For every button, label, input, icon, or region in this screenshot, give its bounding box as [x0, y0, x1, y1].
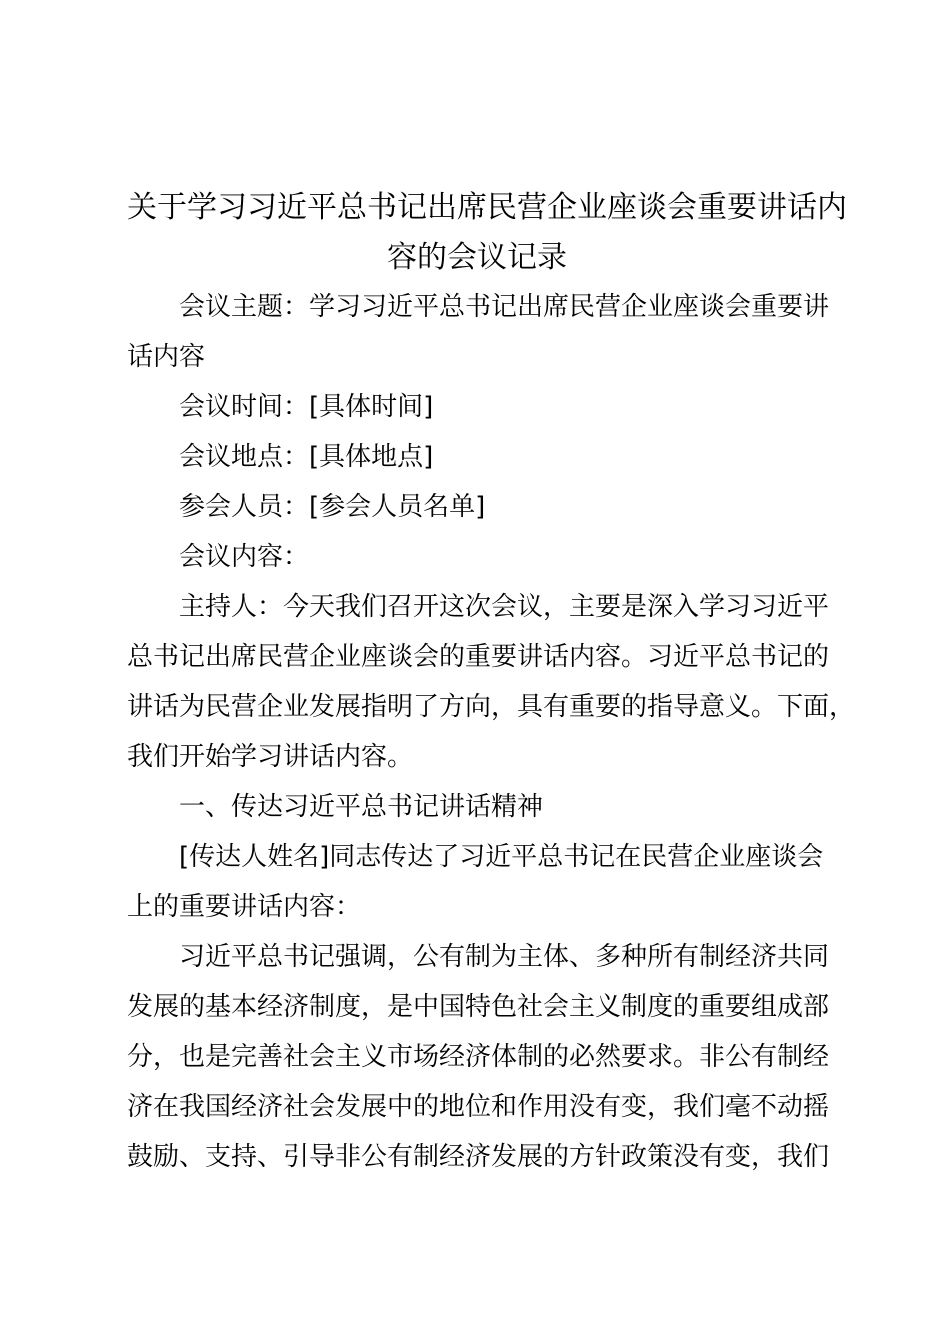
text-line: 鼓励、支持、引导非公有制经济发展的方针政策没有变，我们 [127, 1142, 830, 1172]
paragraph-relay [127, 832, 827, 932]
document-body [127, 282, 856, 1182]
text-line: 参会人员：[参会人员名单] [179, 492, 486, 522]
paragraph-meeting-topic [127, 282, 830, 382]
paragraph-host-remarks [127, 582, 856, 782]
text-line: 会议时间：[具体时间] [179, 392, 434, 422]
paragraph-attendees [127, 482, 827, 532]
text-line: 习近平总书记强调，公有制为主体、多种所有制经济共同 [179, 942, 830, 972]
text-line: 总书记出席民营企业座谈会的重要讲话内容。习近平总书记的 [127, 642, 830, 672]
text-line: 会议地点：[具体地点] [179, 442, 434, 472]
text-line: 话内容 [127, 342, 206, 372]
paragraph-meeting-content [127, 532, 827, 582]
title-line: 关于学习习近平总书记出席民营企业座谈会重要讲话内 [127, 190, 847, 225]
text-line: [传达人姓名]同志传达了习近平总书记在民营企业座谈会 [179, 842, 824, 872]
text-line: 发展的基本经济制度，是中国特色社会主义制度的重要组成部 [127, 992, 830, 1022]
text-line: 上的重要讲话内容： [127, 892, 362, 922]
document-title [127, 183, 847, 283]
text-line: 分，也是完善社会主义市场经济体制的必然要求。非公有制经 [127, 1042, 830, 1072]
text-line: 会议内容： [179, 542, 310, 572]
section-heading [127, 782, 827, 832]
text-line: 我们开始学习讲话内容。 [127, 742, 414, 772]
paragraph-meeting-time [127, 382, 827, 432]
paragraph-meeting-location [127, 432, 827, 482]
text-line: 主持人：今天我们召开这次会议，主要是深入学习习近平 [179, 592, 830, 622]
text-line: 讲话为民营企业发展指明了方向，具有重要的指导意义。下面， [127, 692, 856, 722]
text-line: 一、传达习近平总书记讲话精神 [179, 792, 544, 822]
text-line: 会议主题：学习习近平总书记出席民营企业座谈会重要讲 [179, 292, 830, 322]
paragraph-speech-content [127, 932, 830, 1182]
text-line: 济在我国经济社会发展中的地位和作用没有变，我们毫不动摇 [127, 1092, 830, 1122]
title-line: 容的会议记录 [387, 240, 567, 275]
